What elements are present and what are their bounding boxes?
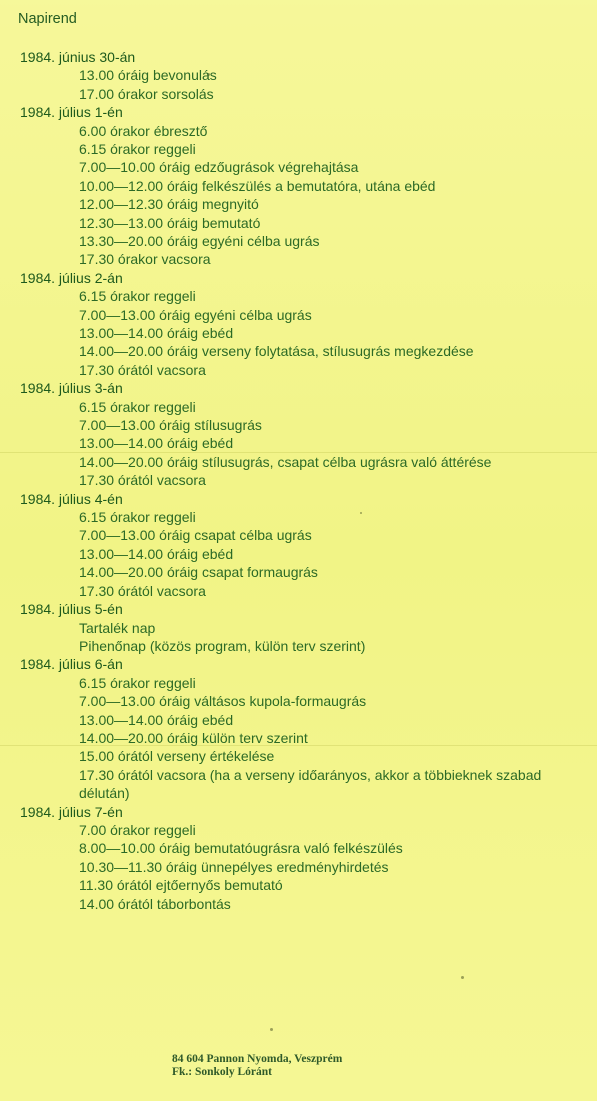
schedule-entry: 17.30 órától vacsora xyxy=(79,582,206,599)
schedule-entry: 17.30 órától vacsora xyxy=(79,361,206,378)
schedule-entry: 13.00—14.00 óráig ebéd xyxy=(79,435,234,452)
schedule-entry: 7.00—13.00 óráig stílusugrás xyxy=(79,417,262,434)
schedule-entry: 14.00—20.00 óráig stílusugrás, csapat célba ugrásra való áttérése xyxy=(79,453,492,470)
day-date-heading: 1984. július 5-én xyxy=(20,601,123,618)
schedule-day xyxy=(0,269,597,379)
schedule-entry: 13.30—20.00 óráig egyéni célba ugrás xyxy=(79,233,320,250)
responsible-line: Fk.: Sonkoly Lóránt xyxy=(172,1066,273,1078)
day-date-heading: 1984. július 4-én xyxy=(20,490,123,507)
schedule-entry: 6.15 órakor reggeli xyxy=(79,288,196,305)
schedule-day xyxy=(0,379,597,489)
schedule-entry: 8.00—10.00 óráig bemutatóugrásra való felkészülés xyxy=(79,840,403,857)
schedule-entry: 6.15 órakor reggeli xyxy=(79,674,196,691)
schedule-entry: 14.00—20.00 óráig verseny folytatása, stílusugrás megkezdése xyxy=(79,343,474,360)
schedule-entry: 17.30 órakor vacsora xyxy=(79,251,211,268)
schedule-entry: 14.00—20.00 óráig külön terv szerint xyxy=(79,729,308,746)
schedule-entry: 11.30 órától ejtőernyős bemutató xyxy=(79,877,283,894)
schedule-entry: 14.00 órától táborbontás xyxy=(79,895,231,912)
day-date-heading: 1984. július 2-án xyxy=(20,269,123,286)
schedule-entry: 12.00—12.30 óráig megnyitó xyxy=(79,196,259,213)
schedule-entry: Pihenőnap (közös program, külön terv szerint) xyxy=(79,637,366,654)
schedule-entry: 7.00—13.00 óráig csapat célba ugrás xyxy=(79,527,312,544)
document-title: Napirend xyxy=(18,11,77,27)
schedule-entry: 15.00 órától verseny értékelése xyxy=(79,748,275,765)
schedule-list xyxy=(0,48,597,913)
paper-speck xyxy=(270,1028,273,1031)
printer-imprint xyxy=(172,1053,342,1079)
day-date-heading: 1984. július 1-én xyxy=(20,104,123,121)
schedule-entry: 17.30 órától vacsora (ha a verseny időarányos, akkor a többieknek szabad délután) xyxy=(79,766,542,802)
schedule-entry: 6.15 órakor reggeli xyxy=(79,398,196,415)
day-date-heading: 1984. július 6-án xyxy=(20,656,123,673)
schedule-entry: 6.15 órakor reggeli xyxy=(79,141,196,157)
schedule-entry: Tartalék nap xyxy=(79,619,156,636)
schedule-entry: 17.30 órától vacsora xyxy=(79,472,206,489)
day-date-heading: 1984. június 30-án xyxy=(20,49,136,65)
schedule-entry: 13.00—14.00 óráig ebéd xyxy=(79,545,234,562)
schedule-entry: 6.00 órakor ébresztő xyxy=(79,122,208,139)
schedule-day xyxy=(0,48,597,103)
schedule-day xyxy=(0,600,597,655)
schedule-entry: 7.00—13.00 óráig egyéni célba ugrás xyxy=(79,306,312,323)
printer-line: 84 604 Pannon Nyomda, Veszprém xyxy=(172,1053,343,1065)
schedule-entry: 7.00 órakor reggeli xyxy=(79,821,196,838)
schedule-entry: 14.00—20.00 óráig csapat formaugrás xyxy=(79,564,318,581)
day-date-heading: 1984. július 3-án xyxy=(20,380,123,397)
schedule-entry: 10.30—11.30 óráig ünnepélyes eredményhirdetés xyxy=(79,858,389,875)
schedule-entry: 7.00—13.00 óráig váltásos kupola-formaugrás xyxy=(79,693,367,710)
day-date-heading: 1984. július 7-én xyxy=(20,803,123,820)
schedule-entry: 17.00 órakor sorsolás xyxy=(79,85,214,102)
schedule-day xyxy=(0,490,597,600)
schedule-day xyxy=(0,103,597,269)
schedule-entry: 10.00—12.00 óráig felkészülés a bemutatóra, utána ebéd xyxy=(79,177,436,194)
schedule-entry: 13.00—14.00 óráig ebéd xyxy=(79,711,234,728)
schedule-entry: 13.00 óráig bevonulás xyxy=(79,67,217,84)
schedule-day xyxy=(0,803,597,913)
schedule-day xyxy=(0,655,597,802)
schedule-entry: 7.00—10.00 óráig edzőugrások végrehajtása xyxy=(79,159,359,176)
schedule-entry: 13.00—14.00 óráig ebéd xyxy=(79,325,234,342)
schedule-entry: 6.15 órakor reggeli xyxy=(79,509,196,526)
paper-speck xyxy=(461,976,464,979)
schedule-entry: 12.30—13.00 óráig bemutató xyxy=(79,214,261,231)
